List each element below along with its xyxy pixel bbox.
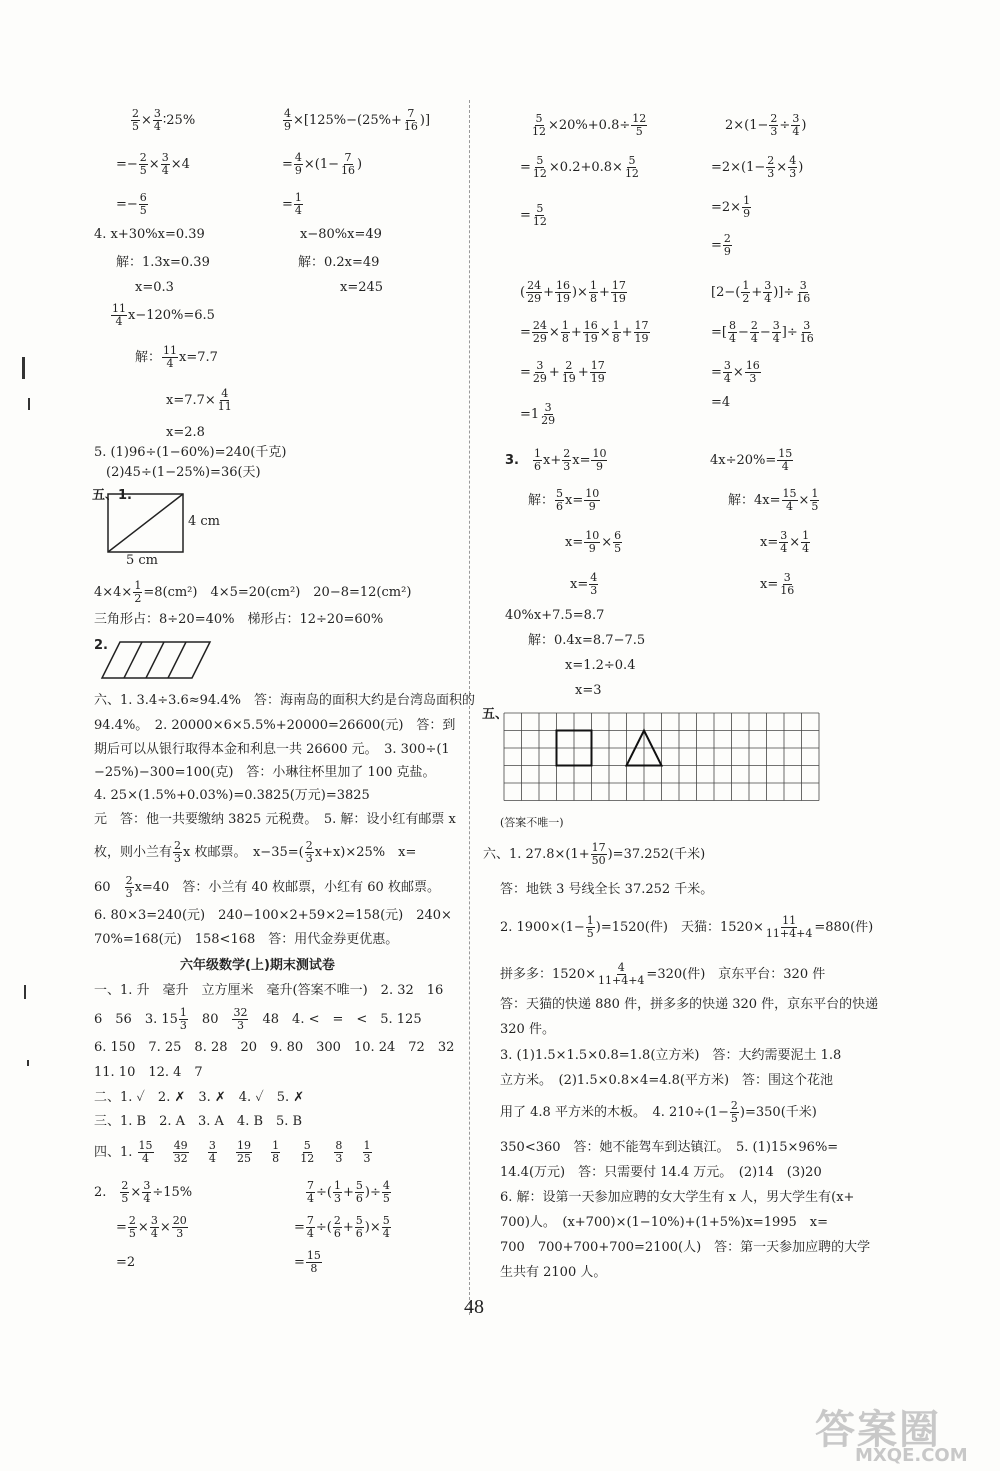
expr-right-c4: =1 $\frac{3}{29}$ [520,401,556,427]
section-5-right-label: 五、 [482,707,509,722]
dimension-4cm: 4 cm [188,514,221,529]
expr-right-b2: =2×(1− $\frac{2}{3}$ × $\frac{4}{3}$ ) [711,154,804,180]
expr-right-b4: = $\frac{2}{9}$ [711,232,731,258]
part4-q2-step2: = $\frac{7}{4}$ ÷( $\frac{2}{6}$ + $\frac{5}{6}$ )× $\frac{5}{4}$ [294,1214,390,1240]
expr-right-b3: =2× $\frac{1}{9}$ [711,194,751,220]
area-calc: 4×4× $\frac{1}{2}$ =8(cm²) 4×5=20(cm²) 20−8=12(cm²) [94,579,412,605]
q4-eq2: x−80%x=49 [300,227,382,242]
expr-right-a3: = $\frac{5}{12}$ [520,202,547,228]
eq-right-f2: 解：4x= $\frac{15}{4}$ × $\frac{1}{5}$ [728,487,819,513]
sec6r-line3: 2. 1900×(1− $\frac{1}{5}$ )=1520(件) 天猫：1520× $\frac{11}{11+4+4}$ =880(件) [500,914,874,940]
eq-right-g1: 40%x+7.5=8.7 [505,608,605,623]
eq-right-e3: x= $\frac{10}{9}$ × $\frac{6}{5}$ [565,529,622,555]
sec6r-line2: 答：地铁 3 号线全长 37.252 千米。 [500,882,714,897]
sec6r-line4: 拼多多：1520× $\frac{4}{11+4+4}$ =320(件) 京东平台：320 件 [500,961,826,987]
sec6-line3: 期后可以从银行取得本金和利息一共 26600 元。 3. 300÷(1 [94,742,450,757]
sec6-line7: 枚，则小兰有 $\frac{2}{3}$ x 枚邮票。 x−35=( $\frac{2}{3}$ x+x)×25% x= [94,839,417,865]
expr-left-1-result: =− $\frac{6}{5}$ [116,191,147,217]
sec6r-line7: 3. (1)1.5×1.5×0.8=1.8(立方米) 答：大约需要泥土 1.8 [500,1048,842,1063]
expr-right-c3: = $\frac{3}{29}$ + $\frac{2}{19}$ + $\frac{17}{19}$ [520,359,605,385]
eq-right-f4: x= $\frac{3}{16}$ [760,571,795,597]
q4-step2: 解：0.2x=49 [298,255,380,270]
part4-q1: 四、1. $\frac{15}{4}$ $\frac{49}{32}$ $\frac{3}{4}$ $\frac{19}{25}$ $\frac{1}{8}$ $\frac{5}{12}$ $\frac{8}{3}$ $\frac{1}{3}$ [94,1139,371,1165]
section-5-q2-label: 2. [94,638,108,653]
expr-left-1: $\frac{2}{5}$ × $\frac{3}{4}$ ∶25% [132,107,196,133]
expr-right-a1: $\frac{5}{12}$ ×20%+0.8÷ $\frac{12}{5}$ [532,112,647,138]
sec6r-line6: 320 件。 [500,1022,555,1037]
expr-right-d2: =[ $\frac{8}{4}$ − $\frac{2}{4}$ − $\frac{3}{4}$ ]÷ $\frac{3}{16}$ [711,319,814,345]
eq-right-f3: x= $\frac{3}{4}$ × $\frac{1}{4}$ [760,529,810,555]
expr-left-2: $\frac{4}{9}$ ×[125%−(25%+ $\frac{7}{16}$ )] [284,107,431,133]
q4-step4: x=7.7× $\frac{4}{11}$ [166,387,232,413]
sec6r-line5: 答：天猫的快递 880 件，拼多多的快递 320 件，京东平台的快递 [500,997,879,1012]
eq-right-e2: 解： $\frac{5}{6}$ x= $\frac{10}{9}$ [528,487,600,513]
eq-right-e1: 3. $\frac{1}{6}$ x+ $\frac{2}{3}$ x= $\frac{10}{9}$ [505,447,607,473]
part1-line2: 6 56 3. 15 $\frac{1}{3}$ 80 $\frac{32}{3}$ 48 4. < = < 5. 125 [94,1006,422,1032]
q4-ans1: x=0.3 [135,280,174,295]
expr-left-2-step: = $\frac{4}{9}$ ×(1− $\frac{7}{16}$ ) [282,151,363,177]
expr-right-d4: =4 [711,395,731,410]
exam-title: 六年级数学(上)期末测试卷 [180,958,335,973]
q4-step1: 解：1.3x=0.39 [116,255,210,270]
sec6r-line1: 六、1. 27.8×(1+ $\frac{17}{50}$ )=37.252(千米) [483,841,706,867]
watermark-url: MXQE.COM [855,1445,968,1466]
part4-q2-ans2: = $\frac{15}{8}$ [294,1249,321,1275]
part4-q2-ans1: =2 [116,1255,136,1270]
sec6-line10: 70%=168(元) 158<168 答：用代金券更优惠。 [94,932,399,947]
part3-answers: 三、1. B 2. A 3. A 4. B 5. B [94,1114,303,1129]
area-percent: 三角形占：8÷20=40% 梯形占：12÷20=60% [94,612,384,627]
scan-mark [22,357,25,379]
sec6r-line11: 14.4(万元) 答：只需要付 14.4 万元。 (2)14 (3)20 [500,1165,822,1180]
scan-mark [27,1060,29,1066]
scan-mark [28,398,30,410]
part1-line1: 一、1. 升 毫升 立方厘米 毫升(答案不唯一) 2. 32 16 [94,983,444,998]
q4-eq3: $\frac{11}{4}$ x−120%=6.5 [112,302,215,328]
sec6-line2: 94.4%。 2. 20000×6×5.5%+20000=26600(元) 答：到 [94,718,456,733]
part1-line4: 11. 10 12. 4 7 [94,1065,203,1080]
part4-q2-expr1: 2. $\frac{2}{5}$ × $\frac{3}{4}$ ÷15% [94,1179,193,1205]
sec6-line4: −25%)−300=100(克) 答：小琳往杯里加了 100 克盐。 [94,765,436,780]
part4-q2-step1: = $\frac{2}{5}$ × $\frac{3}{4}$ × $\frac{20}{3}$ [116,1214,187,1240]
answer-note: (答案不唯一) [500,816,564,829]
sec6r-line12: 6. 解：设第一天参加应聘的女大学生有 x 人，男大学生有(x+ [500,1190,855,1205]
sec6r-line9: 用了 4.8 平方米的木板。 4. 210÷(1− $\frac{2}{5}$ )=350(千米) [500,1099,817,1125]
q4-ans2: x=245 [340,280,384,295]
eq-right-f1: 4x÷20%= $\frac{15}{4}$ [710,447,793,473]
q4-ans3: x=2.8 [166,425,205,440]
sec6r-line8: 立方米。 (2)1.5×0.8×4=4.8(平方米) 答：围这个花池 [500,1073,834,1088]
watermark-logo: 答案圈 [815,1407,941,1453]
sec6-line1: 六、1. 3.4÷3.6≈94.4% 答：海南岛的面积大约是台湾岛面积的 [94,693,475,708]
q5-part2: (2)45÷(1−25%)=36(天) [106,465,261,480]
sec6-line9: 6. 80×3=240(元) 240−100×2+59×2=158(元) 240× [94,908,452,923]
sec6-line6: 元 答：他一共要缴纳 3825 元税费。 5. 解：设小红有邮票 x [94,812,456,827]
square-grid [502,711,832,803]
sec6-line5: 4. 25×(1.5%+0.03%)=0.3825(万元)=3825 [94,788,370,803]
expr-right-a2: = $\frac{5}{12}$ ×0.2+0.8× $\frac{5}{12}$ [520,154,639,180]
page-number: 48 [464,1296,484,1318]
section-5-label: 五、1. [92,488,132,503]
part1-line3: 6. 150 7. 25 8. 28 20 9. 80 300 10. 24 72 32 [94,1040,455,1055]
expr-right-d3: = $\frac{3}{4}$ × $\frac{16}{3}$ [711,359,760,385]
sec6r-line10: 350<360 答：她不能驾车到达镇江。 5. (1)15×96%= [500,1140,839,1155]
expr-right-c2: = $\frac{24}{29}$ × $\frac{1}{8}$ + $\frac{16}{19}$ × $\frac{1}{8}$ + $\frac{17}{19}$ [520,319,649,345]
part2-answers: 二、1. ✓ 2. ✗ 3. ✗ 4. ✓ 5. ✗ [94,1090,305,1105]
eq-right-g3: x=1.2÷0.4 [565,658,636,673]
eq-right-e4: x= $\frac{4}{3}$ [570,571,598,597]
expr-right-d1: [2−( $\frac{1}{2}$ + $\frac{3}{4}$ )]÷ $\frac{3}{16}$ [711,279,811,305]
eq-right-g4: x=3 [575,683,602,698]
part4-q2-expr2: $\frac{7}{4}$ ÷( $\frac{1}{3}$ + $\frac{5}{6}$ )÷ $\frac{4}{5}$ [307,1179,390,1205]
scan-mark [24,985,26,999]
expr-right-c1: ( $\frac{24}{29}$ + $\frac{16}{19}$ )× $\frac{1}{8}$ + $\frac{17}{19}$ [520,279,626,305]
sec6-line8: 60 $\frac{2}{3}$ x=40 答：小兰有 40 枚邮票，小红有 60 枚邮票。 [94,874,440,900]
q5-part1: 5. (1)96÷(1−60%)=240(千克) [94,445,287,460]
sec6r-line13: 700)人。 (x+700)×(1−10%)+(1+5%)x=1995 x= [500,1215,829,1230]
eq-right-g2: 解：0.4x=8.7−7.5 [528,633,646,648]
expr-left-1-step: =− $\frac{2}{5}$ × $\frac{3}{4}$ ×4 [116,151,190,177]
sec6r-line14: 700 700+700+700=2100(人) 答：第一天参加应聘的大学 [500,1240,871,1255]
expr-right-b1: 2×(1− $\frac{2}{3}$ ÷ $\frac{3}{4}$ ) [725,112,807,138]
dimension-5cm: 5 cm [126,553,159,568]
sec6r-line15: 生共有 2100 人。 [500,1265,607,1280]
q4-eq1: 4. x+30%x=0.39 [94,227,205,242]
q4-step3: 解： $\frac{11}{4}$ x=7.7 [135,344,218,370]
expr-left-2-result: = $\frac{1}{4}$ [282,191,302,217]
parallelogram-figure [100,640,220,682]
